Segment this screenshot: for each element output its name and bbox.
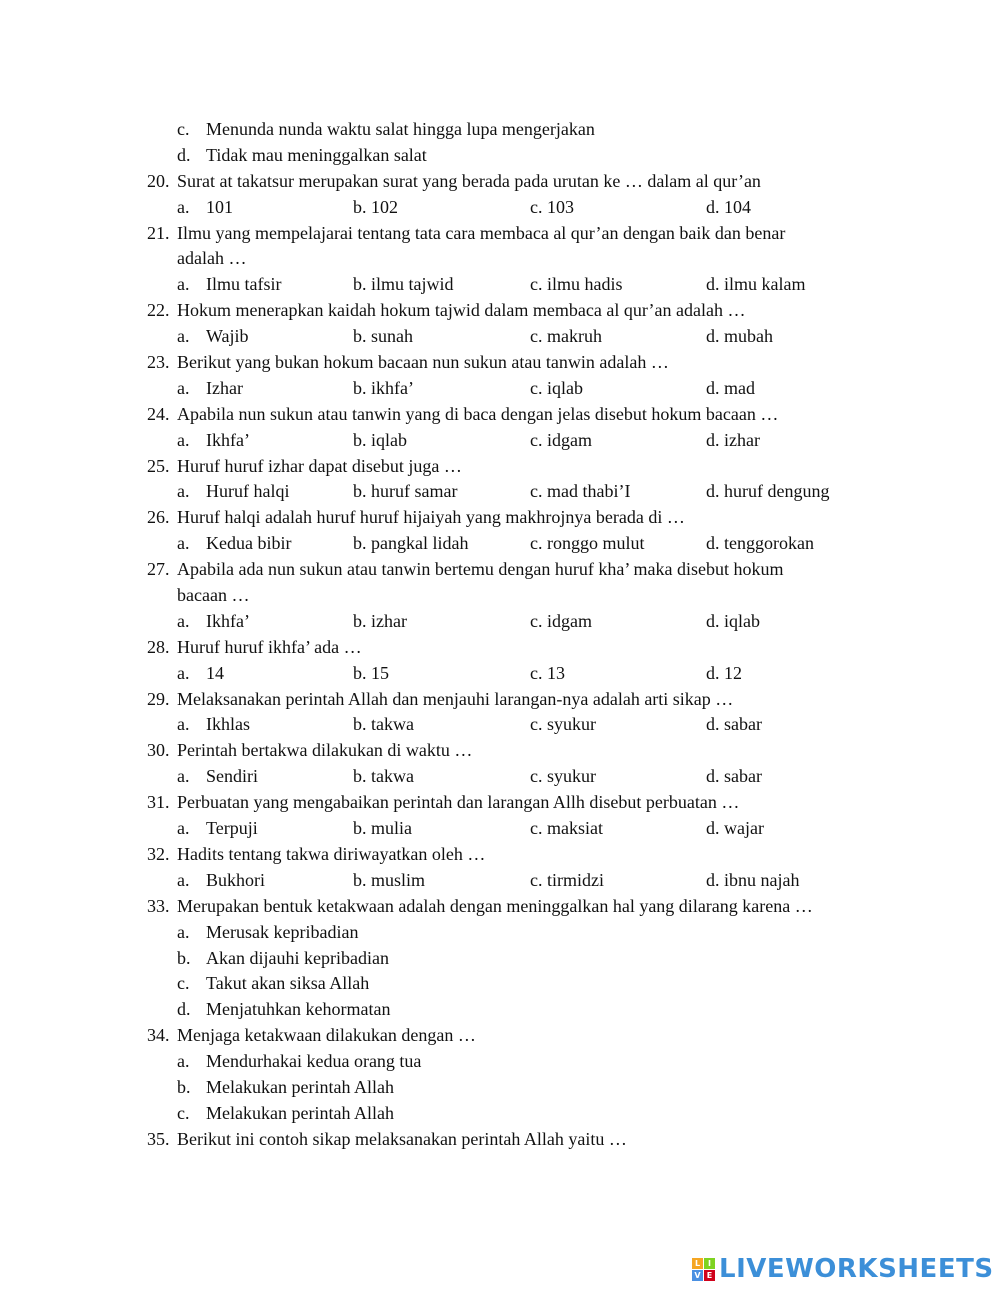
question-line bbox=[0, 842, 1000, 868]
question-number: 20. bbox=[147, 170, 170, 191]
option-line bbox=[0, 946, 1000, 972]
option-c: c. idgam bbox=[530, 610, 592, 631]
options-row bbox=[0, 868, 1000, 894]
question-text: Menjaga ketakwaan dilakukan dengan … bbox=[177, 1025, 476, 1046]
question-text: Perbuatan yang mengabaikan perintah dan larangan Allh disebut perbuatan … bbox=[177, 792, 740, 813]
option-text: Menjatuhkan kehormatan bbox=[206, 999, 391, 1020]
option-d: d. 12 bbox=[706, 662, 742, 683]
option-c: c. 13 bbox=[530, 662, 565, 683]
option-letter: a. bbox=[177, 921, 190, 942]
question-line bbox=[0, 738, 1000, 764]
option-d: d. tenggorokan bbox=[706, 533, 814, 554]
question-line bbox=[0, 557, 1000, 583]
option-letter: a. bbox=[177, 1051, 190, 1072]
option-line bbox=[0, 997, 1000, 1023]
question-line bbox=[0, 454, 1000, 480]
option-line bbox=[0, 1075, 1000, 1101]
question-line bbox=[0, 505, 1000, 531]
option-d: d. mad bbox=[706, 377, 755, 398]
option-a-letter: a. bbox=[177, 818, 190, 839]
option-a-text: Ikhlas bbox=[206, 714, 250, 735]
question-number: 25. bbox=[147, 455, 170, 476]
options-row bbox=[0, 712, 1000, 738]
option-b: b. mulia bbox=[353, 818, 412, 839]
option-text: Akan dijauhi kepribadian bbox=[206, 947, 389, 968]
question-number: 26. bbox=[147, 507, 170, 528]
option-a-letter: a. bbox=[177, 196, 190, 217]
option-b: b. takwa bbox=[353, 766, 414, 787]
option-d: d. wajar bbox=[706, 818, 764, 839]
option-line bbox=[0, 117, 1000, 143]
logo-tile: I bbox=[704, 1258, 715, 1269]
liveworksheets-logo-icon bbox=[692, 1258, 715, 1281]
question-text-continued: adalah … bbox=[177, 248, 247, 269]
option-a-letter: a. bbox=[177, 429, 190, 450]
option-b: b. pangkal lidah bbox=[353, 533, 469, 554]
question-number: 34. bbox=[147, 1025, 170, 1046]
option-c: c. 103 bbox=[530, 196, 574, 217]
question-continuation bbox=[0, 583, 1000, 609]
options-row bbox=[0, 764, 1000, 790]
option-c: c. syukur bbox=[530, 714, 596, 735]
question-line bbox=[0, 635, 1000, 661]
option-a-letter: a. bbox=[177, 274, 190, 295]
question-number: 27. bbox=[147, 559, 170, 580]
question-text: Hadits tentang takwa diriwayatkan oleh … bbox=[177, 843, 486, 864]
option-text: Menunda nunda waktu salat hingga lupa mengerjakan bbox=[206, 119, 595, 139]
option-a-text: Huruf halqi bbox=[206, 481, 290, 502]
option-a-letter: a. bbox=[177, 610, 190, 631]
option-line bbox=[0, 1101, 1000, 1127]
option-text: Melakukan perintah Allah bbox=[206, 1102, 394, 1123]
options-row bbox=[0, 324, 1000, 350]
option-d: d. ibnu najah bbox=[706, 869, 800, 890]
option-letter: c. bbox=[177, 119, 190, 139]
option-a-text: Wajib bbox=[206, 326, 249, 347]
option-line bbox=[0, 1049, 1000, 1075]
question-number: 23. bbox=[147, 352, 170, 373]
question-text: Apabila nun sukun atau tanwin yang di baca dengan jelas disebut hokum bacaan … bbox=[177, 403, 779, 424]
option-text: Melakukan perintah Allah bbox=[206, 1076, 394, 1097]
logo-tile: V bbox=[692, 1270, 703, 1281]
question-text: Huruf huruf ikhfa’ ada … bbox=[177, 636, 362, 657]
options-row bbox=[0, 376, 1000, 402]
question-number: 32. bbox=[147, 843, 170, 864]
option-a-text: Bukhori bbox=[206, 869, 266, 890]
question-number: 28. bbox=[147, 636, 170, 657]
option-a-letter: a. bbox=[177, 533, 190, 554]
option-c: c. syukur bbox=[530, 766, 596, 787]
option-c: c. idgam bbox=[530, 429, 592, 450]
option-line bbox=[0, 920, 1000, 946]
question-line bbox=[0, 350, 1000, 376]
option-a-letter: a. bbox=[177, 377, 190, 398]
option-a-text: Ikhfa’ bbox=[206, 610, 250, 631]
question-text: Huruf huruf izhar dapat disebut juga … bbox=[177, 455, 462, 476]
option-letter: c. bbox=[177, 1102, 190, 1123]
option-a-letter: a. bbox=[177, 481, 190, 502]
option-d: d. sabar bbox=[706, 714, 762, 735]
question-line bbox=[0, 298, 1000, 324]
option-b: b. ilmu tajwid bbox=[353, 274, 454, 295]
option-letter: c. bbox=[177, 973, 190, 994]
logo-tile: L bbox=[692, 1258, 703, 1269]
option-c: c. tirmidzi bbox=[530, 869, 604, 890]
option-b: b. 102 bbox=[353, 196, 398, 217]
options-row bbox=[0, 272, 1000, 298]
option-line bbox=[0, 143, 1000, 169]
liveworksheets-logo[interactable] bbox=[692, 1252, 994, 1286]
question-text: Melaksanakan perintah Allah dan menjauhi larangan-nya adalah arti sikap … bbox=[177, 688, 734, 709]
question-number: 22. bbox=[147, 300, 170, 321]
liveworksheets-wordmark: LIVEWORKSHEETS bbox=[719, 1254, 994, 1284]
question-number: 30. bbox=[147, 740, 170, 761]
question-number: 21. bbox=[147, 222, 170, 243]
option-c: c. iqlab bbox=[530, 377, 583, 398]
question-line bbox=[0, 894, 1000, 920]
question-text: Huruf halqi adalah huruf huruf hijaiyah yang makhrojnya berada di … bbox=[177, 507, 685, 528]
options-row bbox=[0, 428, 1000, 454]
options-row bbox=[0, 195, 1000, 221]
question-line bbox=[0, 169, 1000, 195]
question-text: Surat at takatsur merupakan surat yang berada pada urutan ke … dalam al qur’an bbox=[177, 170, 761, 191]
option-a-text: 101 bbox=[206, 196, 233, 217]
option-a-text: Ikhfa’ bbox=[206, 429, 250, 450]
question-line bbox=[0, 1023, 1000, 1049]
option-c: c. ilmu hadis bbox=[530, 274, 623, 295]
option-d: d. iqlab bbox=[706, 610, 760, 631]
question-line bbox=[0, 221, 1000, 247]
option-text: Tidak mau meninggalkan salat bbox=[206, 144, 427, 165]
option-a-text: Kedua bibir bbox=[206, 533, 292, 554]
option-a-text: 14 bbox=[206, 662, 224, 683]
question-line bbox=[0, 687, 1000, 713]
option-line bbox=[0, 971, 1000, 997]
option-c: c. maksiat bbox=[530, 818, 603, 839]
question-text: Perintah bertakwa dilakukan di waktu … bbox=[177, 740, 473, 761]
option-b: b. takwa bbox=[353, 714, 414, 735]
question-number: 31. bbox=[147, 792, 170, 813]
question-text: Berikut ini contoh sikap melaksanakan perintah Allah yaitu … bbox=[177, 1128, 627, 1149]
option-b: b. sunah bbox=[353, 326, 413, 347]
question-number: 24. bbox=[147, 403, 170, 424]
option-b: b. muslim bbox=[353, 869, 426, 890]
options-row bbox=[0, 661, 1000, 687]
option-a-letter: a. bbox=[177, 766, 190, 787]
question-line bbox=[0, 402, 1000, 428]
options-row bbox=[0, 531, 1000, 557]
option-d: d. sabar bbox=[706, 766, 762, 787]
option-letter: b. bbox=[177, 1076, 191, 1097]
option-d: d. mubah bbox=[706, 326, 773, 347]
option-d: d. huruf dengung bbox=[706, 481, 830, 502]
options-row bbox=[0, 816, 1000, 842]
option-c: c. mad thabi’I bbox=[530, 481, 631, 502]
question-text: Merupakan bentuk ketakwaan adalah dengan meninggalkan hal yang dilarang karena … bbox=[177, 895, 813, 916]
question-number: 29. bbox=[147, 688, 170, 709]
question-number: 33. bbox=[147, 895, 170, 916]
option-d: d. ilmu kalam bbox=[706, 274, 806, 295]
question-text: Apabila ada nun sukun atau tanwin bertemu dengan huruf kha’ maka disebut hokum bbox=[177, 559, 784, 580]
option-b: b. ikhfa’ bbox=[353, 377, 414, 398]
option-d: d. izhar bbox=[706, 429, 760, 450]
option-a-text: Sendiri bbox=[206, 766, 258, 787]
option-letter: b. bbox=[177, 947, 191, 968]
option-a-text: Terpuji bbox=[206, 818, 258, 839]
option-d: d. 104 bbox=[706, 196, 751, 217]
option-b: b. izhar bbox=[353, 610, 407, 631]
logo-tile: E bbox=[704, 1270, 715, 1281]
option-c: c. makruh bbox=[530, 326, 602, 347]
question-continuation bbox=[0, 246, 1000, 272]
option-text: Takut akan siksa Allah bbox=[206, 973, 370, 994]
options-row bbox=[0, 609, 1000, 635]
question-text: Hokum menerapkan kaidah hokum tajwid dalam membaca al qur’an adalah … bbox=[177, 300, 746, 321]
option-text: Merusak kepribadian bbox=[206, 921, 359, 942]
options-row bbox=[0, 479, 1000, 505]
question-text: Berikut yang bukan hokum bacaan nun sukun atau tanwin adalah … bbox=[177, 352, 669, 373]
option-a-letter: a. bbox=[177, 714, 190, 735]
question-text: Ilmu yang mempelajarai tentang tata cara membaca al qur’an dengan baik dan benar bbox=[177, 222, 786, 243]
option-a-text: Izhar bbox=[206, 377, 243, 398]
option-a-letter: a. bbox=[177, 869, 190, 890]
option-c: c. ronggo mulut bbox=[530, 533, 645, 554]
option-b: b. iqlab bbox=[353, 429, 407, 450]
question-line bbox=[0, 790, 1000, 816]
option-a-letter: a. bbox=[177, 326, 190, 347]
worksheet-page bbox=[0, 117, 1000, 1153]
option-b: b. 15 bbox=[353, 662, 389, 683]
question-line bbox=[0, 1127, 1000, 1153]
option-b: b. huruf samar bbox=[353, 481, 458, 502]
option-a-text: Ilmu tafsir bbox=[206, 274, 282, 295]
option-a-letter: a. bbox=[177, 662, 190, 683]
question-number: 35. bbox=[147, 1128, 170, 1149]
option-letter: d. bbox=[177, 144, 191, 165]
option-letter: d. bbox=[177, 999, 191, 1020]
question-text-continued: bacaan … bbox=[177, 585, 250, 606]
option-text: Mendurhakai kedua orang tua bbox=[206, 1051, 422, 1072]
